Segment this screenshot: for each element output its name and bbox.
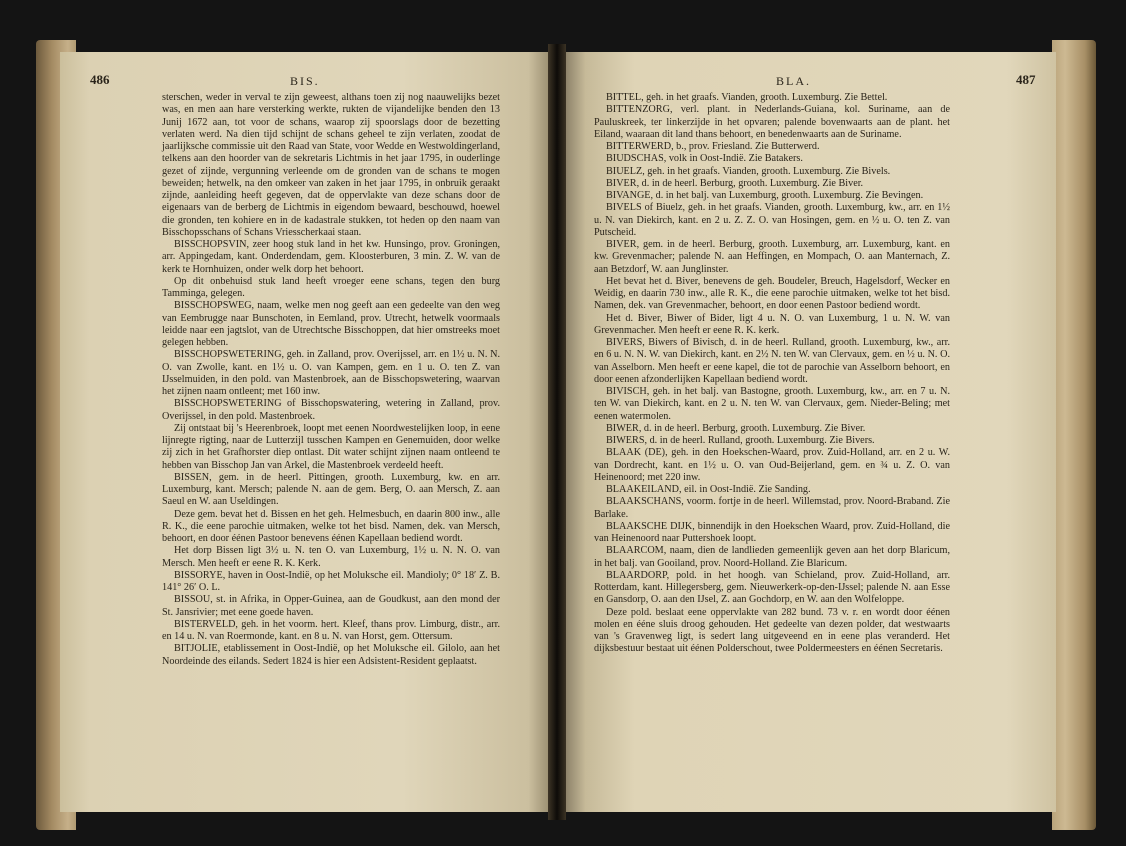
paragraph: BISSORYE, haven in Oost-Indië, op het Moluksche eil. Mandioly; 0° 18′ Z. B. 141° 26′ O. L. xyxy=(162,569,500,593)
paragraph: BIUELZ, geh. in het graafs. Vianden, grooth. Luxemburg. Zie Bivels. xyxy=(606,165,891,177)
paragraph: Deze gem. bevat het d. Bissen en het geh. Helmesbuch, en daarin 800 inw., alle R. K., die eene parochie uitmaken, welke tot het bisd. Namen, dek. van Mersch, behoort, en door éénen Pastoor benevens éénen Kapellaan bediend wordt. xyxy=(162,508,500,544)
paragraph: BLAAKEILAND, eil. in Oost-Indië. Zie Sanding. xyxy=(606,484,811,495)
page-number: 487 xyxy=(1016,72,1036,87)
paragraph: BISSCHOPSVIN, zeer hoog stuk land in het kw. Hunsingo, prov. Groningen, arr. Appingedam, kant. Onderdendam, gem. Kloosterburen, 3 min. Z. W. van de kerk te Hornhuizen, onder welk dorp het behoort. xyxy=(162,239,500,275)
left-page xyxy=(60,52,548,812)
paragraph: sterschen, weder in verval te zijn geweest, althans toen zij nog naauwelijks bezet was, en men aan hare versterking werkte, rukten de vijandelijke benden den 13 Junij 1672 aan, tot voor de schans, waarop zij spoorslags door de bezetting verlaten werd. Na dien tijd schijnt de schans geheel te zijn verlaten, zoodat de jaarlijksche commissie uit den Raad van State, voor Wedde en Westwoldingerland, telkens aan den hoorder van de sekretaris Lichtmis in het jaar 1795, in ouderlinge gezet of zijnde, vergunning verleende om de gronden van de schans te mogen beweiden; hetwelk, na den omkeer van zaken in het jaar 1795, in onbruik geraakt zijnde, aanleiding heeft gegeven, dat de oppervlakte van deze schans door de eigenaars van de berberg de Lichtmis in eigendom bewaard, beschouwd, hoewel die gronden, ten kohiere en in de kadastrale stukken, tot heden op den naam van Bisschopsschans of Schans Vriesscherkaai staan. xyxy=(162,92,500,238)
paragraph: BIVERS, Biwers of Bivisch, d. in de heerl. Rulland, grooth. Luxemburg, kw., arr. en 6 u. N. N. W. van Diekirch, kant. en 2½ N. ten W. van Clervaux, gem. en ½ u. N. O. van Asselborn. Men heeft er eene kapel, die tot de parochie van Asselborn behoort, en door eenen afzonderlijken Kapellaan bediend wordt. xyxy=(594,337,950,385)
paragraph: Deze pold. beslaat eene oppervlakte van 282 bund. 73 v. r. en wordt door éénen molen en ééne sluis droog gehouden. Het gedeelte van dezen polder, dat westwaarts van 's Gravenweg ligt, is sedert lang uitgeveend en in eene plas veranderd. Het dijksbestuur bestaat uit éénen Polderschout, twee Poldermeesters en éénen Secretaris. xyxy=(594,606,950,655)
paragraph: BIVER, gem. in de heerl. Berburg, grooth. Luxemburg, arr. Luxemburg, kant. en kw. Grevenmacher; palende N. aan Heffingen, en Mompach, O. aan Manternach, Z. aan Betzdorf, W. aan Junglinster. xyxy=(594,239,950,275)
paragraph: BIVER, d. in de heerl. Berburg, grooth. Luxemburg. Zie Biver. xyxy=(606,177,864,189)
paragraph: BISSCHOPSWEG, naam, welke men nog geeft aan een gedeelte van den weg van Eembrugge naar Bunschoten, in Eemland, prov. Utrecht, hetwelk voormaals leidde naar een jagtslot, van de Utrechtsche Bisschoppen, dat hier omstreeks moet gelegen hebben. xyxy=(162,300,500,348)
book-gutter xyxy=(548,44,566,820)
paragraph: BIWER, d. in de heerl. Berburg, grooth. Luxemburg. Zie Biver. xyxy=(606,422,866,434)
paragraph: Zij ontstaat bij 's Heerenbroek, loopt met eenen Noordwestelijken loop, in eene lijnregte rigting, naar de Lutterzijl tusschen Kampen en Genemuiden, door welke zij zich in het Grafhorster diep ontlast. Dit water schijnt zijnen naam ontleend te hebben van Bisschop Jan van Arkel, die Mastenbroek verdeeld heeft. xyxy=(162,422,500,471)
paragraph: BLAAKSCHE DIJK, binnendijk in den Hoekschen Waard, prov. Zuid-Holland, die van Heinenoord naar Puttershoek loopt. xyxy=(594,520,950,544)
book-edge-right xyxy=(1052,40,1096,830)
paragraph: BITTERWERD, b., prov. Friesland. Zie Butterwerd. xyxy=(606,141,820,152)
paragraph: Het d. Biver, Biwer of Bider, ligt 4 u. N. O. van Luxemburg, 1 u. N. W. van Grevenmacher. Men heeft er eene R. K. kerk. xyxy=(594,312,950,336)
right-text-column xyxy=(594,92,950,656)
paragraph: BLAAK (DE), geh. in den Hoekschen-Waard, prov. Zuid-Holland, arr. en 2 u. W. van Dordrecht, kant. en 1½ u. O. van Oud-Beijerland, gem. en ¾ u. Z. O. van Heinenoord; met 220 inw. xyxy=(594,447,950,483)
paragraph: BLAARDORP, pold. in het hoogh. van Schieland, prov. Zuid-Holland, arr. Rotterdam, kant. Hillegersberg, gem. Nieuwerkerk-op-den-IJssel; palende N. aan Esse en Gansdorp, O. aan den IJsel, Z. aan Gochdorp, en W. aan den Wolfeloppe. xyxy=(594,569,950,606)
paragraph: BIVANGE, d. in het balj. van Luxemburg, grooth. Luxemburg. Zie Bevingen. xyxy=(606,190,924,201)
paragraph: BIUDSCHAS, volk in Oost-Indië. Zie Batakers. xyxy=(606,153,803,165)
paragraph: BITTEL, geh. in het graafs. Vianden, grooth. Luxemburg. Zie Bettel. xyxy=(606,92,888,103)
paragraph: BLAARCOM, naam, dien de landlieden gemeenlijk geven aan het dorp Blaricum, in het balj. van Gooiland, prov. Noord-Holland. Zie Blaricum. xyxy=(594,545,950,569)
left-text-column xyxy=(162,92,500,668)
paragraph: Het dorp Bissen ligt 3½ u. N. ten O. van Luxemburg, 1½ u. N. N. O. van Mersch. Men heeft er eene R. K. Kerk. xyxy=(162,545,500,569)
paragraph: Op dit onbehuisd stuk land heeft vroeger eene schans, tegen den burg Tamminga, gelegen. xyxy=(162,275,500,299)
paragraph: BISSCHOPSWETERING, geh. in Zalland, prov. Overijssel, arr. en 1½ u. N. N. O. van Zwolle, kant. en 1½ u. O. van Kampen, gem. en 1 u. O. ten Z. van IJsselmuiden, in den pold. van Mastenbroek, aan de Bisschopswetering, waarvan het zijnen naam ontleent; met 160 inw. xyxy=(162,349,500,397)
paragraph: BISTERVELD, geh. in het voorm. hert. Kleef, thans prov. Limburg, distr., arr. en 14 u. N. van Roermonde, kant. en 8 u. N. van Horst, gem. Ottersum. xyxy=(162,618,500,642)
paragraph: BITJOLIE, etablissement in Oost-Indië, op het Moluksche eil. Gilolo, aan het Noordeinde des eilands. Sedert 1824 is hier een Adsistent-Resident geplaatst. xyxy=(162,643,500,667)
paragraph: BISSCHOPSWETERING of Bisschopswatering, wetering in Zalland, prov. Overijssel, in den pold. Mastenbroek. xyxy=(162,398,500,422)
paragraph: BITTENZORG, verl. plant. in Nederlands-Guiana, kol. Suriname, aan de Pauluskreek, ter linkerzijde in het opvaren; palende bovenwaarts aan de plant. het Eiland, waaraan dit land thans behoort, en benedenwaarts aan de Suriname. xyxy=(594,104,950,140)
paragraph: BLAAKSCHANS, voorm. fortje in de heerl. Willemstad, prov. Noord-Braband. Zie Barlake. xyxy=(594,496,950,520)
paragraph: BISSEN, gem. in de heerl. Pittingen, grooth. Luxemburg, kw. en arr. Luxemburg, kant. Mersch; palende N. aan de gem. Berg, O. aan Mersch, Z. aan Saeul en W. aan Useldingen. xyxy=(162,471,500,508)
running-head: BLA. xyxy=(776,74,811,88)
paragraph: BIVISCH, geh. in het balj. van Bastogne, grooth. Luxemburg, kw., arr. en 7 u. N. ten W. van Diekirch, kant. en 2 u. N. ten W. van Clervaux, gem. Nieder-Beling; met eenen watermolen. xyxy=(594,386,950,422)
right-page xyxy=(566,52,1056,812)
paragraph: BISSOU, st. in Afrika, in Opper-Guinea, aan de Goudkust, aan den mond der St. Jansrivier; met eene goede haven. xyxy=(162,594,500,618)
paragraph: BIWERS, d. in de heerl. Rulland, grooth. Luxemburg. Zie Bivers. xyxy=(606,435,875,446)
running-head: BIS. xyxy=(290,74,320,88)
page-number: 486 xyxy=(90,72,110,87)
paragraph: Het bevat het d. Biver, benevens de geh. Boudeler, Breuch, Hagelsdorf, Wecker en Weidig, en daarin 730 inw., alle R. K., die eene parochie uitmaken, welke tot het bisd. Namen, dek. van Grevenmacher, behoort, en door eenen Pastoor bediend wordt. xyxy=(594,275,950,312)
paragraph: BIVELS of Biuelz, geh. in het graafs. Vianden, grooth. Luxemburg, kw., arr. en 1½ u. N. van Diekirch, kant. en 2 u. Z. Z. O. van Hosingen, gem. en ½ u. O. ten Z. van Putscheid. xyxy=(594,202,950,238)
